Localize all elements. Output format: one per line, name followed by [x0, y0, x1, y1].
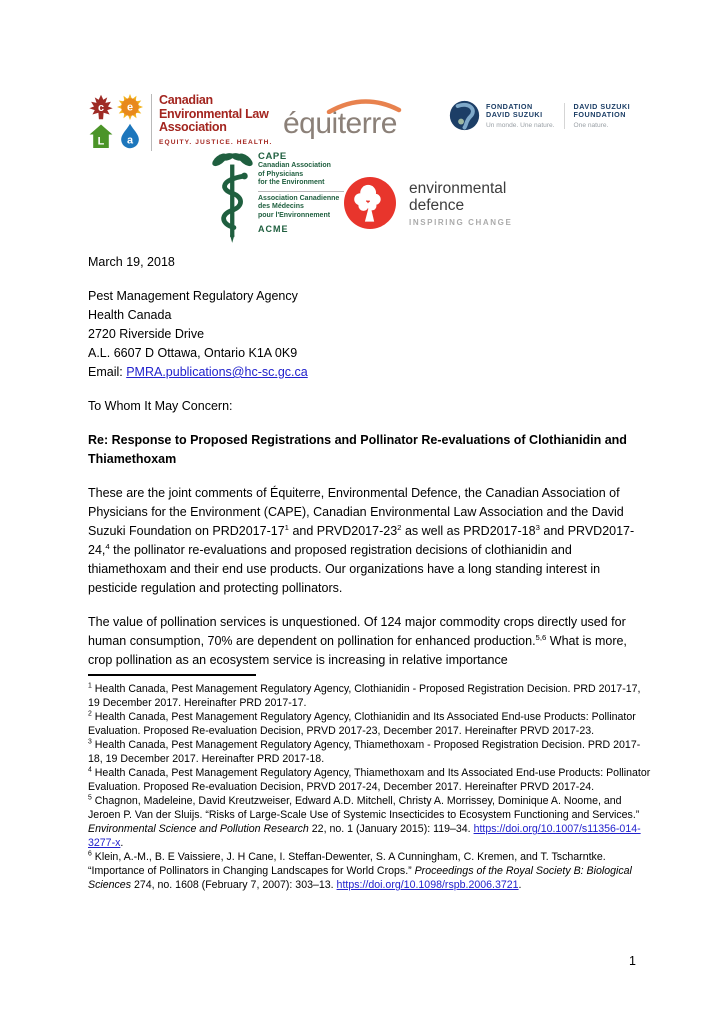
text-segment: Environmental Science and Pollution Research [88, 823, 309, 835]
maple-leaf-icon [88, 94, 114, 120]
text-segment: Klein, A.-M., B. E Vaissiere, J. H Cane, I. Steffan-Dewenter, S. A Cunningham, C. Kremen, and T. Tscharntke. “Importance of Pollinators in Changing Landscapes for World Crops.” [88, 851, 606, 877]
footnote-2 [88, 710, 654, 738]
svg-text:a: a [126, 134, 134, 147]
footnote-ref: 6 [88, 850, 92, 858]
text-segment: 274, no. 1608 (February 7, 2007): 303–13. [131, 879, 337, 891]
text-segment: These are the joint comments of Équiterre, Environmental Defence, the Canadian Association of Physicians for the Environment (CAPE), Canadian Environmental Law Association and the David Suzuki Foundation on PRD2017-17 [88, 486, 624, 538]
cape-logo [211, 151, 344, 243]
cape-en-line: of Physicians [258, 170, 304, 178]
equiterre-logo [283, 98, 433, 141]
text-segment: Health Canada, Pest Management Regulatory Agency, Thiamethoxam and Its Associated End-use Products: Pollinator Evaluation. Proposed Re-evaluation Decision, PRVD 2017-24, December 2017. Hereinafter PRVD 2017-24. [88, 767, 651, 793]
dsf-fr-name: FONDATION [486, 101, 533, 111]
svg-text:L: L [97, 135, 105, 148]
cape-fr-line: des Médecins [258, 203, 304, 211]
subject-line: Re: Response to Proposed Registrations and Pollinator Re-evaluations of Clothianidin and Thiamethoxam [88, 433, 627, 466]
dsf-divider [564, 103, 565, 129]
body-paragraph-1 [88, 484, 644, 598]
cape-acronym: CAPE [258, 151, 287, 162]
text-segment: The value of pollination services is unquestioned. Of 124 major commodity crops directly used for human consumption, 70% are dependent on pollination for enhanced production. [88, 615, 626, 648]
david-suzuki-icon [449, 100, 480, 131]
cela-name-line: Association [159, 120, 227, 134]
footnote-ref: 1 [284, 522, 289, 532]
sun-icon [117, 94, 143, 120]
text-segment: Health Canada, Pest Management Regulatory Agency, Thiamethoxam - Proposed Registration Decision. PRD 2017-18, 19 December 2017. Hereinafter PRD 2017-18. [88, 739, 641, 765]
footnote-separator [88, 674, 256, 676]
text-segment: Health Canada, Pest Management Regulatory Agency, Clothianidin - Proposed Registration Decision. PRD 2017-17, 19 December 2017. Hereinafter PRD 2017-17. [88, 683, 641, 709]
date-line: March 19, 2018 [88, 255, 175, 269]
doi-link-klein[interactable]: https://doi.org/10.1098/rspb.2006.3721 [336, 879, 519, 891]
footnote-4 [88, 766, 654, 794]
equiterre-wordmark: équiterre [283, 107, 397, 140]
dsf-english-block [574, 103, 631, 129]
footnote-ref: 5,6 [535, 632, 547, 642]
body-paragraph-2 [88, 613, 644, 670]
footnote-6 [88, 850, 654, 892]
text-segment: the pollinator re-evaluations and proposed registration decisions of clothianidin and thiamethoxam and their end use products. Our organizations have a long standing interest in pesticide regulation and protecting pollinators. [88, 543, 601, 595]
recipient-address [88, 287, 644, 382]
dsf-french-block [486, 103, 555, 129]
cape-text [258, 151, 344, 234]
svg-text:c: c [97, 102, 105, 115]
text-segment: Chagnon, Madeleine, David Kreutzweiser, Edward A.D. Mitchell, Christy A. Morrissey, Dominique A. Noome, and Jeroen P. Van der Sluijs. “Risks of Large-Scale Use of Systemic Insecticides to Ecosystem Functioning and Services.” [88, 795, 640, 821]
page-number: 1 [629, 954, 636, 968]
footnote-ref: 3 [88, 738, 92, 746]
letter-body [88, 253, 644, 670]
equiterre-arc-icon [325, 98, 403, 114]
david-suzuki-logo [449, 100, 630, 131]
svg-text:e: e [126, 101, 134, 114]
cela-text [159, 94, 272, 146]
text-segment: and PRVD2017-23 [288, 524, 398, 538]
dsf-fr-name: DAVID SUZUKI [486, 110, 543, 119]
dsf-en-tagline: One nature. [573, 121, 609, 129]
cela-name-line: Canadian [159, 93, 213, 107]
cela-tagline: EQUITY. JUSTICE. HEALTH. [159, 138, 273, 146]
text-segment: 22, no. 1 (January 2015): 119–34. [308, 823, 474, 835]
house-icon [88, 123, 114, 149]
text-segment: Email: [88, 365, 127, 379]
address-line: Health Canada [88, 308, 172, 322]
dsf-fr-tagline: Un monde. Une nature. [486, 121, 555, 129]
doi-link-chagnon[interactable]: https://doi.org/10.1007/s11356-014-3277-x [88, 823, 641, 849]
text-segment: What is more, crop pollination as an ecosystem service is increasing in relative importance [88, 634, 627, 667]
footnote-ref: 4 [105, 541, 110, 551]
footnote-ref: 2 [88, 710, 92, 718]
tree-icon [344, 177, 396, 229]
cape-acronym-fr: ACME [258, 223, 289, 234]
cape-en-line: Canadian Association [258, 162, 331, 169]
cape-en-line: for the Environment [258, 179, 325, 187]
text-segment: Health Canada, Pest Management Regulatory Agency, Clothianidin and Its Associated End-use Products: Pollinator Evaluation. Proposed Re-evaluation Decision, PRVD 2017-23, December 2017. Hereinafter PRVD 2017-23. [88, 711, 636, 737]
email-line [88, 363, 644, 382]
footnotes-section [88, 682, 654, 892]
text-segment: . [120, 837, 124, 849]
footnote-ref: 3 [535, 522, 540, 532]
ed-tagline: INSPIRING CHANGE [409, 217, 513, 227]
address-line: 2720 Riverside Drive [88, 327, 205, 341]
address-line: A.L. 6607 D Ottawa, Ontario K1A 0K9 [88, 346, 298, 360]
text-segment: as well as PRD2017-18 [401, 524, 536, 538]
cape-fr-line: pour l'Environnement [258, 211, 331, 219]
address-line: Pest Management Regulatory Agency [88, 289, 298, 303]
cela-logo [88, 94, 272, 151]
text-segment: . [518, 879, 522, 891]
footnote-1 [88, 682, 654, 710]
cela-divider [151, 94, 152, 151]
cela-icon-grid [88, 94, 143, 149]
dsf-en-name: FOUNDATION [573, 110, 626, 119]
ed-name-line: defence [409, 197, 465, 214]
footnote-ref: 4 [88, 766, 92, 774]
footnote-ref: 2 [397, 522, 402, 532]
cape-fr-line: Association Canadienne [258, 194, 340, 202]
caduceus-icon [211, 151, 253, 243]
footnote-5 [88, 794, 654, 850]
cela-name-line: Environmental Law [159, 106, 269, 121]
environmental-defence-text [409, 180, 512, 227]
footnote-ref: 5 [88, 794, 92, 802]
footnote-3 [88, 738, 654, 766]
dsf-en-name: DAVID SUZUKI [573, 101, 631, 111]
water-drop-icon [117, 123, 143, 149]
salutation: To Whom It May Concern: [88, 399, 233, 413]
pmra-email-link[interactable]: PMRA.publications@hc-sc.gc.ca [126, 365, 308, 379]
text-segment: and PRVD2017-24, [88, 524, 635, 557]
footnote-ref: 1 [88, 682, 92, 690]
text-segment: Proceedings of the Royal Society B: Biological Sciences [88, 865, 632, 891]
ed-name-line: environmental [409, 179, 507, 197]
cape-divider [258, 191, 344, 192]
environmental-defence-logo [344, 177, 512, 229]
